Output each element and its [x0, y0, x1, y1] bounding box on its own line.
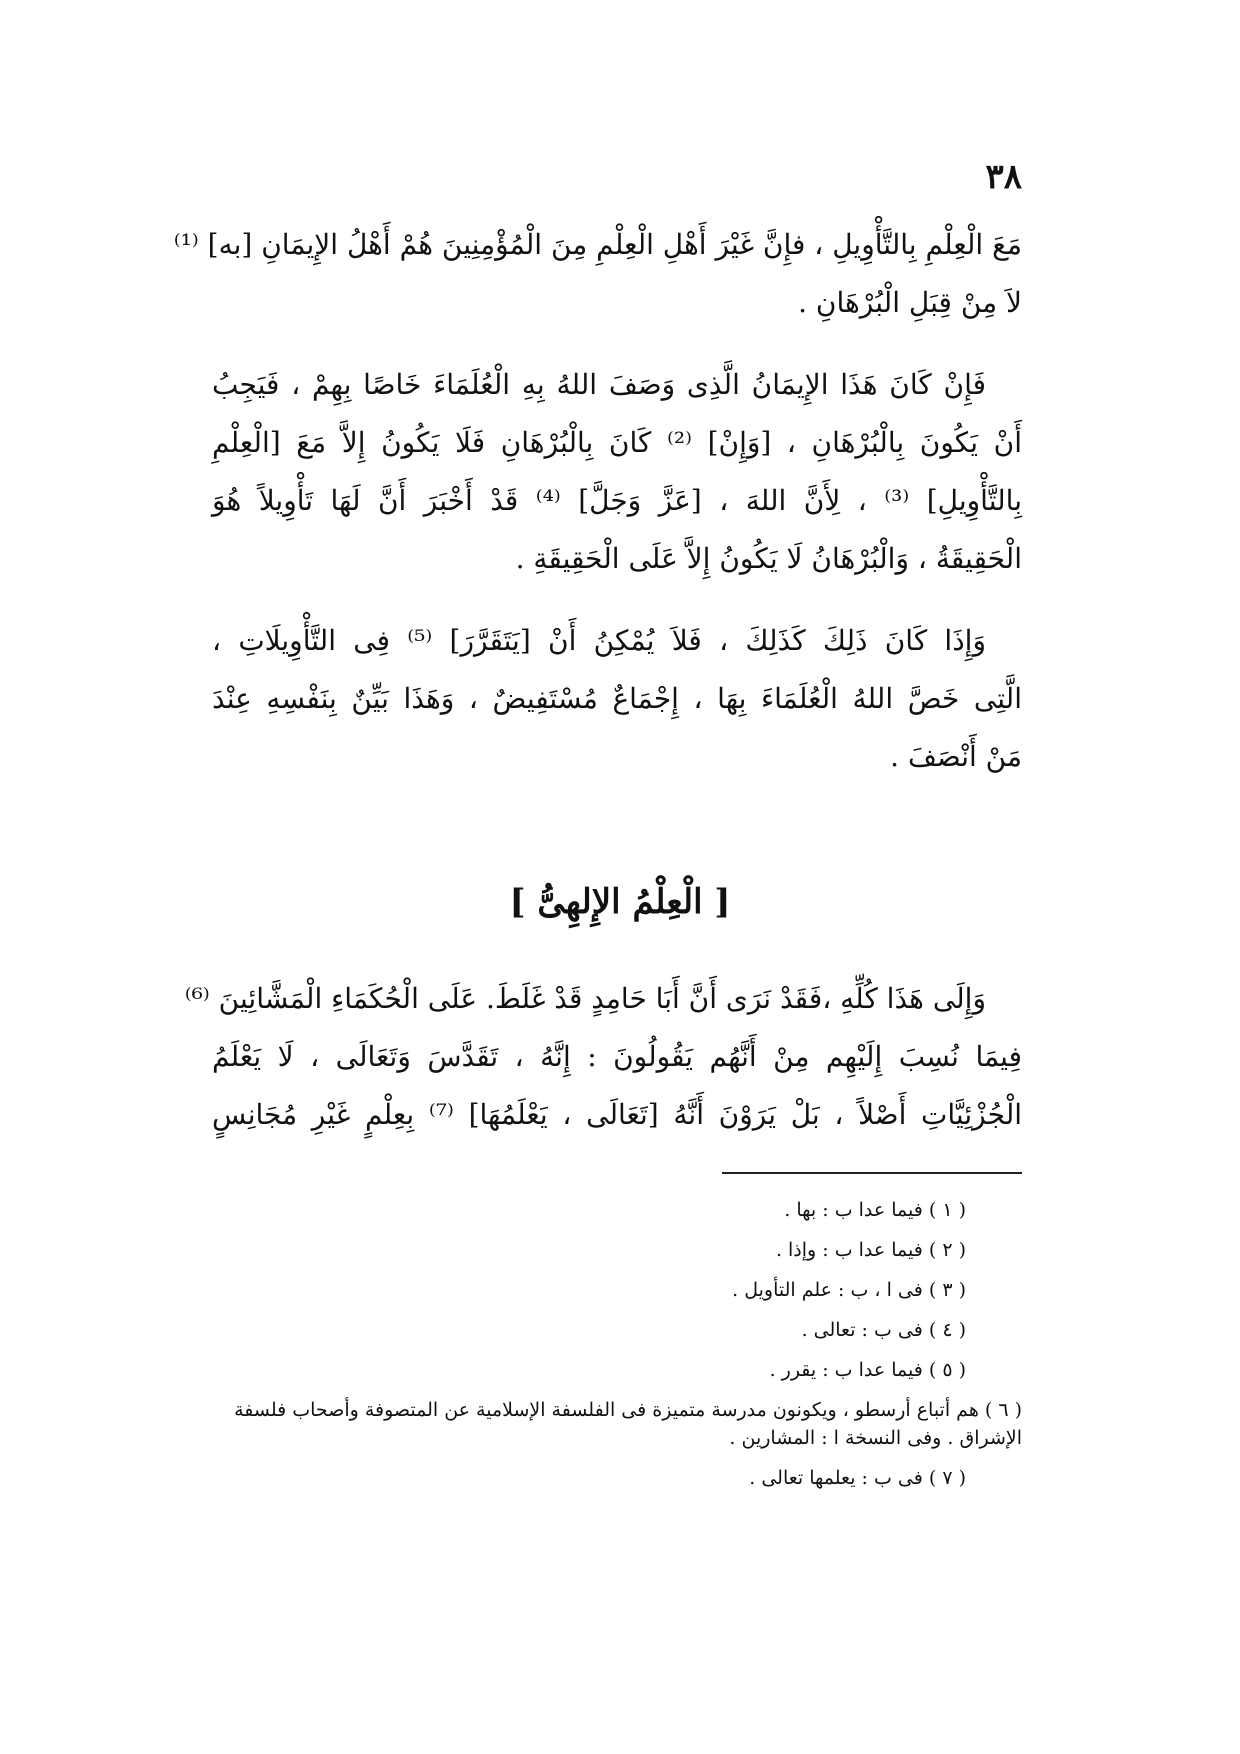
footnote: ( ٧ ) فى ب : يعلمها تعالى .	[749, 1467, 966, 1489]
footnote-divider	[722, 1172, 1022, 1174]
text-line: مَعَ الْعِلْمِ بِالتَّأْوِيلِ ، فإِنَّ غَيْرَ أَهْلِ الْعِلْمِ مِنَ الْمُؤْمِنِينَ هُمْ أَهْلُ الإِيمَانِ [به] ⁽¹⁾	[173, 228, 1022, 261]
text-line: لاَ مِنْ قِبَلِ الْبُرْهَانِ .	[798, 286, 1022, 319]
paragraph-1	[173, 216, 1022, 332]
text-line: الْجُزْئِيَّاتِ أَصْلاً ، بَلْ يَرَوْنَ أَنَّهُ [تَعَالَى ، يَعْلَمُهَا] ⁽⁷⁾ بِعِلْمٍ غَيْرِ مُجَانِسٍ	[212, 1098, 1023, 1131]
text-line: الْحَقِيقَةُ ، وَالْبُرْهَانُ لَا يَكُونُ إِلاَّ عَلَى الْحَقِيقَةِ .	[515, 542, 1022, 575]
paragraph-3	[212, 612, 1022, 786]
section-heading: [ الْعِلْمُ الإِلهِىُّ ]	[509, 882, 731, 922]
footnote: ( ٤ ) فى ب : تعالى .	[801, 1319, 966, 1341]
text-line: فِيمَا نُسِبَ إِلَيْهِم مِنْ أَنَّهُم يَقُولُونَ : إِنَّهُ ، تَقَدَّسَ وَتَعَالَى ، لَا يَعْلَمُ	[212, 1040, 1022, 1073]
paragraph-2	[212, 356, 1022, 588]
section-2-text	[184, 970, 1023, 1144]
text-line: فَإِنْ كَانَ هَذَا الإِيمَانُ الَّذِى وَصَفَ اللهُ بِهِ الْعُلَمَاءَ خَاصًا بِهِمْ ، فَيَجِبُ	[212, 368, 986, 401]
footnote: ( ١ ) فيما عدا ب : بها .	[784, 1199, 966, 1221]
footnotes	[212, 1190, 1022, 1498]
footnote: ( ٥ ) فيما عدا ب : يقرر .	[769, 1359, 966, 1381]
paragraph-4	[184, 970, 1023, 1144]
text-line: بِالتَّأْوِيلِ] ⁽³⁾ ، لِأَنَّ اللهَ ، [عَزَّ وَجَلَّ] ⁽⁴⁾ قَدْ أَخْبَرَ أَنَّ لَهَا تَأْوِيلاً هُوَ	[212, 484, 1022, 517]
footnote: ( ٢ ) فيما عدا ب : وإذا .	[775, 1239, 966, 1261]
text-line: وَإِذَا كَانَ ذَلِكَ كَذَلِكَ ، فَلاَ يُمْكِنُ أَنْ [يَتَقَرَّرَ] ⁽⁵⁾ فِى التَّأْوِيلَاتِ ،	[212, 624, 986, 657]
footnote: ( ٦ ) هم أتباع أرسطو ، ويكونون مدرسة متميزة فى الفلسفة الإسلامية عن المتصوفة وأصحاب فلسفة الإشراق . وفى النسخة ا : المشارين .	[234, 1399, 1022, 1449]
text-line: أَنْ يَكُونَ بِالْبُرْهَانِ ، [وَإِنْ] ⁽²⁾ كَانَ بِالْبُرْهَانِ فَلَا يَكُونُ إِلاَّ مَعَ [الْعِلْمِ	[212, 426, 1023, 459]
text-line: مَنْ أَنْصَفَ .	[890, 740, 1022, 773]
text-line: الَّتِى خَصَّ اللهُ الْعُلَمَاءَ بِهَا ، إِجْمَاعٌ مُسْتَفِيضٌ ، وَهَذَا بَيِّنٌ بِنَفْسِهِ عِنْدَ	[212, 682, 1022, 715]
section-1-text	[173, 216, 1023, 786]
text-line: وَإِلَى هَذَا كُلِّهِ ،فَقَدْ نَرَى أَنَّ أَبَا حَامِدٍ قَدْ غَلَطَ. عَلَى الْحُكَمَاءِ الْمَشَّائِينَ ⁽⁶⁾	[184, 982, 986, 1015]
footnote: ( ٣ ) فى ا ، ب : علم التأويل .	[732, 1279, 966, 1301]
page-number: ٣٨	[985, 157, 1022, 197]
